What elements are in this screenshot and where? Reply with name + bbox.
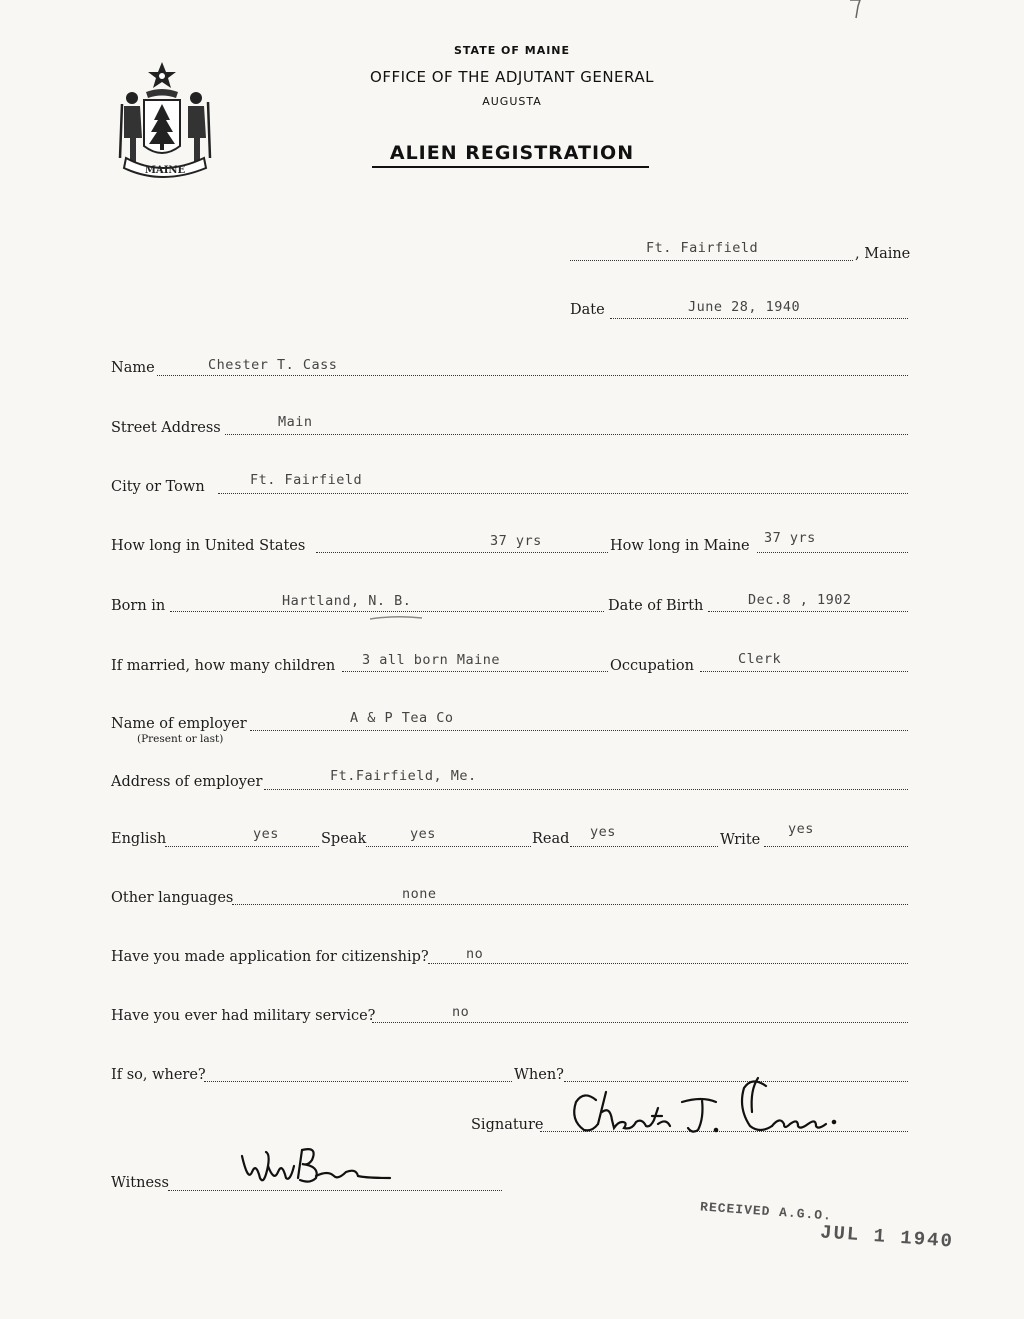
name-value[interactable]: Chester T. Cass: [208, 357, 338, 373]
born-in-underline-mark: [368, 614, 424, 622]
employer-address-line: [264, 789, 908, 790]
speak-line: [366, 846, 531, 847]
employer-value[interactable]: A & P Tea Co: [350, 710, 454, 726]
how-long-maine-line: [757, 552, 908, 553]
employer-address-value[interactable]: Ft.Fairfield, Me.: [330, 768, 477, 784]
other-languages-line: [232, 904, 908, 905]
occupation-label: Occupation: [610, 658, 694, 674]
where-line[interactable]: [204, 1081, 512, 1082]
place-value[interactable]: Ft. Fairfield: [646, 240, 759, 256]
english-line: [165, 846, 319, 847]
when-label: When?: [514, 1067, 564, 1083]
occupation-line: [700, 671, 908, 672]
how-long-us-label: How long in United States: [111, 538, 306, 554]
header-state: STATE OF MAINE: [453, 44, 571, 57]
header-office: OFFICE OF THE ADJUTANT GENERAL: [370, 68, 654, 86]
name-label: Name: [111, 360, 155, 376]
svg-text:MAINE: MAINE: [144, 165, 186, 176]
other-languages-label: Other languages: [111, 890, 234, 906]
witness-label: Witness: [111, 1175, 169, 1191]
military-value[interactable]: no: [452, 1004, 470, 1020]
employer-address-label: Address of employer: [111, 774, 263, 790]
employer-label: Name of employer: [111, 716, 247, 732]
date-label: Date: [570, 302, 605, 318]
citizenship-label: Have you made application for citizenship?: [111, 949, 429, 965]
employer-sublabel: (Present or last): [137, 733, 224, 745]
where-label: If so, where?: [111, 1067, 206, 1083]
header-city: AUGUSTA: [482, 95, 542, 108]
english-value[interactable]: yes: [253, 826, 279, 842]
city-line: [218, 493, 908, 494]
received-stamp-label: RECEIVED A.G.O.: [699, 1199, 833, 1224]
speak-label: Speak: [321, 831, 367, 847]
signature-handwriting[interactable]: [562, 1072, 852, 1142]
corner-mark: [848, 0, 862, 20]
occupation-value[interactable]: Clerk: [738, 651, 782, 667]
born-in-line: [170, 611, 604, 612]
read-value[interactable]: yes: [590, 824, 616, 840]
received-stamp-date: JUL 1 1940: [819, 1221, 955, 1253]
title-underline: [372, 166, 649, 168]
citizenship-line: [428, 963, 908, 964]
form-title: ALIEN REGISTRATION: [389, 142, 635, 164]
write-value[interactable]: yes: [788, 821, 814, 837]
city-label: City or Town: [111, 479, 205, 495]
name-line: [157, 375, 908, 376]
other-languages-value[interactable]: none: [402, 886, 437, 902]
how-long-maine-value[interactable]: 37 yrs: [764, 530, 816, 546]
date-of-birth-label: Date of Birth: [608, 598, 704, 614]
date-of-birth-value[interactable]: Dec.8 , 1902: [748, 592, 852, 608]
how-long-maine-label: How long in Maine: [610, 538, 750, 554]
speak-value[interactable]: yes: [410, 826, 436, 842]
employer-line: [250, 730, 908, 731]
english-label: English: [111, 831, 167, 847]
born-in-label: Born in: [111, 598, 166, 614]
born-in-value[interactable]: Hartland, N. B.: [282, 593, 412, 609]
date-line: [610, 318, 908, 319]
children-label: If married, how many children: [111, 658, 336, 674]
city-value[interactable]: Ft. Fairfield: [250, 472, 363, 488]
military-line: [372, 1022, 908, 1023]
read-label: Read: [532, 831, 570, 847]
military-label: Have you ever had military service?: [111, 1008, 376, 1024]
children-value[interactable]: 3 all born Maine: [362, 652, 501, 668]
date-value[interactable]: June 28, 1940: [688, 299, 801, 315]
witness-signature-handwriting[interactable]: [238, 1142, 398, 1192]
street-address-value[interactable]: Main: [278, 414, 313, 430]
signature-label: Signature: [471, 1117, 544, 1133]
citizenship-value[interactable]: no: [466, 946, 484, 962]
how-long-us-value[interactable]: 37 yrs: [490, 533, 542, 549]
how-long-us-line: [316, 552, 608, 553]
place-suffix-label: , Maine: [855, 246, 911, 262]
write-line: [764, 846, 908, 847]
write-label: Write: [720, 832, 761, 848]
children-line: [342, 671, 608, 672]
street-address-line: [225, 434, 908, 435]
date-of-birth-line: [708, 611, 908, 612]
place-line: [570, 260, 853, 261]
street-address-label: Street Address: [111, 420, 221, 436]
read-line: [570, 846, 718, 847]
